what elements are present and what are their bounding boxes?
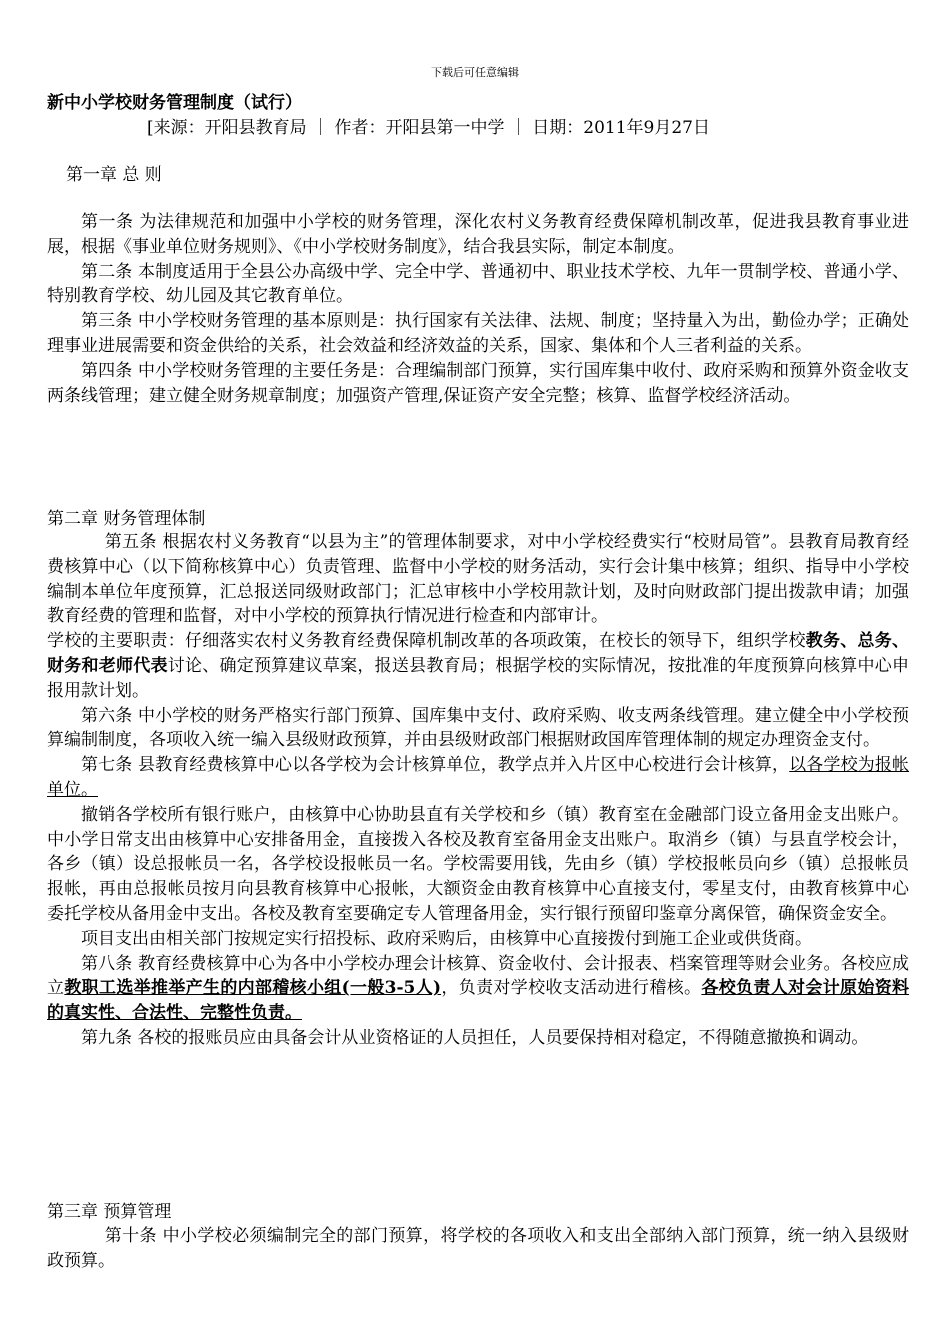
header-note: 下载后可任意编辑 [431,66,519,79]
article-9: 第九条 各校的报账员应由具备会计从业资格证的人员担任，人员要保持相对稳定，不得随意撤换和调动。 [81,1027,869,1048]
school-duties-text-end: 讨论、确定预算建议草案，报送县教育局；根据学校的实际情况，按批准的年度预算向核算中心申报用款计划。 [47,655,910,701]
meta-separator: ｜ [312,118,330,138]
project-expense-paragraph: 项目支出由相关部门按规定实行招投标、政府采购后，由核算中心直接拨付到施工企业或供货商。 [81,928,812,949]
school-duties [47,629,909,703]
article-7-underlined: 以各学校为报帐单位。 [47,755,909,800]
meta-source: [来源：开阳县教育局 [147,118,307,138]
document-meta [147,117,710,139]
article-2: 第二条 本制度适用于全县公办高级中学、完全中学、普通初中、职业技术学校、九年一贯制学校、普通小学、特别教育学校、幼儿园及其它教育单位。 [47,261,909,307]
article-8-emphasis-2: 各校负责人对会计原始资料的真实性、合法性、完整性负责。 [47,978,910,1024]
article-8 [47,952,909,1026]
bank-account-paragraph: 撤销各学校所有银行账户，由核算中心协助县直有关学校和乡（镇）教育室在金融部门设立备用金支出账户。中小学日常支出由核算中心安排备用金，直接拨入各校及教育室备用金支出账户。取消乡（镇）与县直学校会计，各乡（镇）设总报帐员一名，各学校设报帐员一名。学校需要用钱，先由乡（镇）学校报帐员向乡（镇）总报帐员报帐，再由总报帐员按月向县教育核算中心报帐，大额资金由教育核算中心直接支付，零星支付，由教育核算中心委托学校从备用金中支出。各校及教育室要确定专人管理备用金，实行银行预留印鉴章分离保管，确保资金安全。 [47,804,909,924]
meta-date: 日期：2011年9月27日 [532,118,710,138]
chapter-1-body [47,210,909,408]
meta-author: 作者：开阳县第一中学 [334,118,505,138]
article-1: 第一条 为法律规范和加强中小学校的财务管理，深化农村义务教育经费保障机制改革，促进我县教育事业进展，根据《事业单位财务规则》、《中小学校财务制度》，结合我县实际，制定本制度。 [47,212,909,257]
chapter-3-body [47,1224,909,1274]
chapter-2-body [47,530,909,1051]
document-title: 新中小学校财务管理制度（试行） [47,93,302,113]
article-4: 第四条 中小学校财务管理的主要任务是：合理编制部门预算，实行国库集中收付、政府采购和预算外资金收支两条线管理；建立健全财务规章制度；加强资产管理,保证资产安全完整；核算、监督学校经济活动。 [47,360,909,406]
article-7-text: 第七条 县教育经费核算中心以各学校为会计核算单位，教学点并入片区中心校进行会计核算， [81,755,790,776]
chapter-1-heading: 第一章 总 则 [66,165,162,185]
article-8-text-mid: ，负责对学校收支活动进行稽核。 [441,978,702,999]
chapter-2-heading: 第二章 财务管理体制 [47,509,206,529]
school-duties-text: 学校的主要职责：仔细落实农村义务教育经费保障机制改革的各项政策，在校长的领导下，组织学校 [47,631,806,652]
chapter-3-heading: 第三章 预算管理 [47,1202,172,1222]
school-duties-emphasis: 教务、总务、财务和老师代表 [47,631,910,676]
article-7 [47,753,909,803]
meta-separator: ｜ [509,118,527,138]
article-8-text: 第八条 教育经费核算中心为各中小学校办理会计核算、资金收付、会计报表、档案管理等财会业务。各校应成立 [47,953,909,999]
article-3: 第三条 中小学校财务管理的基本原则是：执行国家有关法律、法规、制度；坚持量入为出，勤俭办学；正确处理事业进展需要和资金供给的关系，社会效益和经济效益的关系，国家、集体和个人三者利益的关系。 [47,311,909,356]
article-5: 第五条 根据农村义务教育“以县为主”的管理体制要求，对中小学校经费实行“校财局管”。县教育局教育经费核算中心（以下简称核算中心）负责管理、监督中小学校的财务活动，实行会计集中核算；组织、指导中小学校编制本单位年度预算，汇总报送同级财政部门；汇总审核中小学校用款计划，及时向财政部门提出拨款申请；加强教育经费的管理和监督，对中小学校的预算执行情况进行检查和内部审计。 [47,532,909,627]
article-10: 第十条 中小学校必须编制完全的部门预算，将学校的各项收入和支出全部纳入部门预算，统一纳入县级财政预算。 [47,1226,909,1271]
article-6: 第六条 中小学校的财务严格实行部门预算、国库集中支付、政府采购、收支两条线管理。建立健全中小学校预算编制制度，各项收入统一编入县级财政预算，并由县级财政部门根据财政国库管理体制的规定办理资金支付。 [47,705,909,751]
article-8-emphasis: 教职工选举推举产生的内部稽核小组(一般3-5人) [64,978,442,999]
